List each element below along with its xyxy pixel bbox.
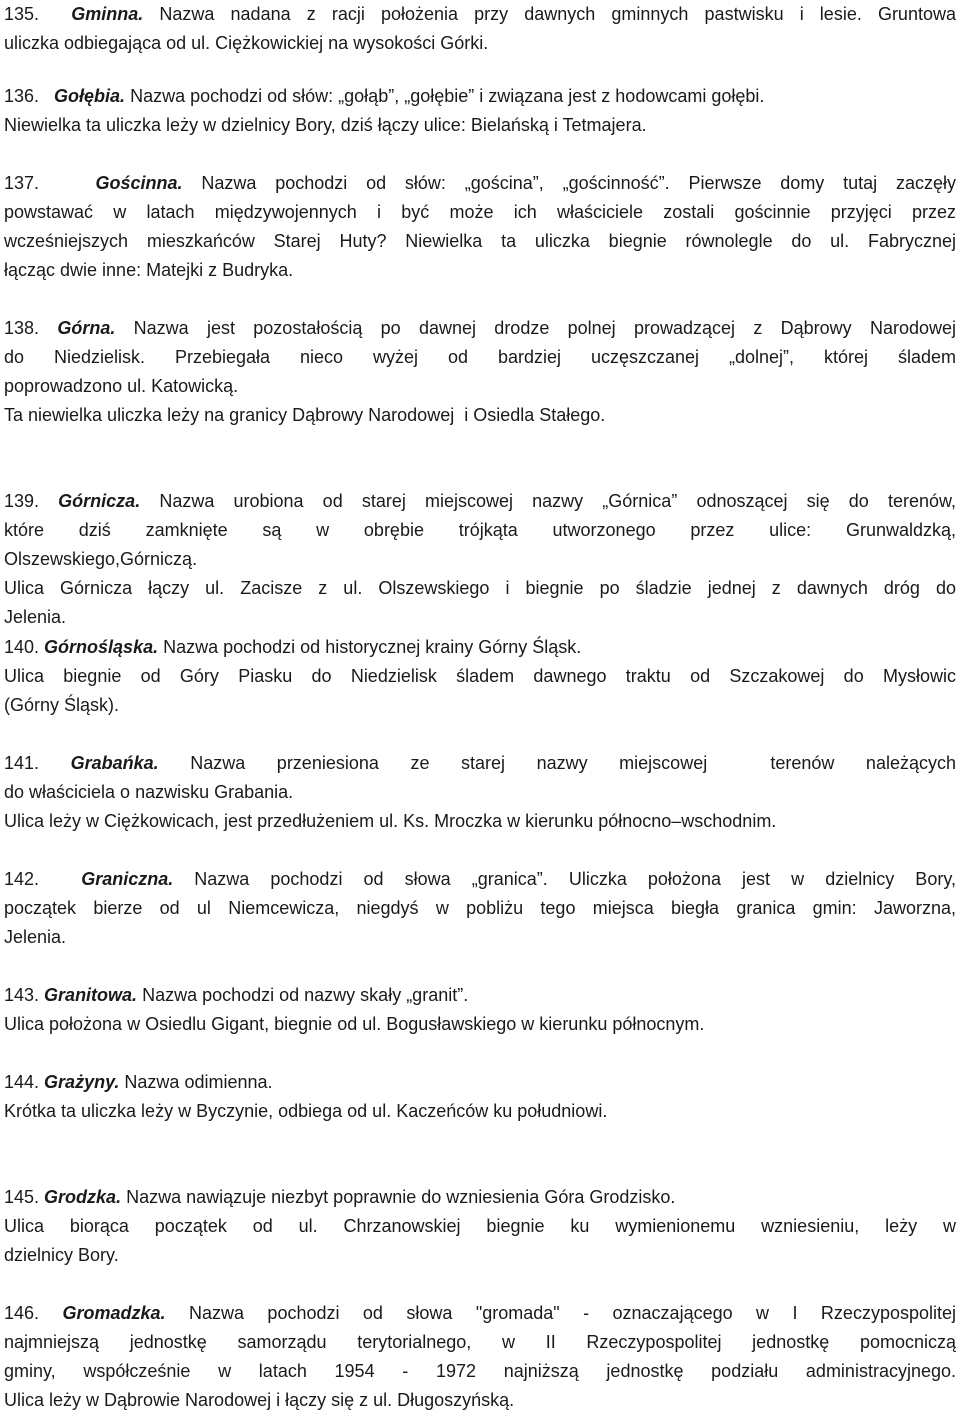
entry-number: 142. <box>4 869 82 889</box>
entry-text: do właściciela o nazwisku Grabania. <box>4 782 294 802</box>
street-name: Górna. <box>57 318 116 338</box>
entry-text: wcześniejszych mieszkańców Starej Huty? Niewielka ta uliczka biegnie równolegle do ul. Fabrycznej <box>4 231 956 251</box>
entry-number: 139. <box>4 491 59 511</box>
street-name: Gołębia. <box>54 86 126 106</box>
entry-text: Ulica położona w Osiedlu Gigant, biegnie od ul. Bogusławskiego w kierunku północnym. <box>4 1014 705 1034</box>
entry-line <box>4 865 956 894</box>
entry-line <box>4 603 956 632</box>
entry-number: 135. <box>4 4 72 24</box>
entry-line <box>4 29 956 58</box>
entry-text: Jelenia. <box>4 927 67 947</box>
entry-line <box>4 343 956 372</box>
entry-text: dzielnicy Bory. <box>4 1245 119 1265</box>
entry-line <box>4 487 956 516</box>
entry-143 <box>4 981 956 1039</box>
entry-line <box>4 923 956 952</box>
entry-text: Jelenia. <box>4 607 67 627</box>
entry-line <box>4 1241 956 1270</box>
entry-text: Nazwa pochodzi od historycznej krainy Górny Śląsk. <box>158 637 582 657</box>
entry-line <box>4 1068 956 1097</box>
entry-text: Nazwa pochodzi od słowa "gromada" - oznaczającego w I Rzeczypospolitej <box>165 1303 956 1323</box>
entry-number: 144. <box>4 1072 45 1092</box>
entry-text: Ulica biegnie od Góry Piasku do Niedzielisk śladem dawnego traktu od Szczakowej do Mysłowic <box>4 666 956 686</box>
entry-text: Nazwa przeniesiona ze starej nazwy miejscowej terenów należących <box>158 753 956 773</box>
entry-line <box>4 0 956 29</box>
entry-text: Nazwa pochodzi od słowa „granica”. Uliczka położona jest w dzielnicy Bory, <box>173 869 956 889</box>
entry-136 <box>4 82 956 140</box>
entry-text: poprowadzono ul. Katowicką. <box>4 376 239 396</box>
entry-text: początek bierze od ul Niemcewicza, niegdyś w pobliżu tego miejsca biegła granica gmin: Jaworzna, <box>4 898 956 918</box>
entry-text: Nazwa pochodzi od słów: „gołąb”, „gołębie” i związana jest z hodowcami gołębi. <box>125 86 765 106</box>
entry-144 <box>4 1068 956 1126</box>
entry-line <box>4 691 956 720</box>
entry-line <box>4 894 956 923</box>
entry-line <box>4 633 956 662</box>
entry-line <box>4 1386 956 1415</box>
entry-line <box>4 314 956 343</box>
street-name: Granitowa. <box>44 985 138 1005</box>
entry-text: Nazwa pochodzi od słów: „gościna”, „gościnność”. Pierwsze domy tutaj zaczęły <box>182 173 956 193</box>
entry-line <box>4 401 956 430</box>
entry-line <box>4 545 956 574</box>
entry-line <box>4 662 956 691</box>
entry-line <box>4 111 956 140</box>
entry-138 <box>4 314 956 430</box>
entry-number: 136. <box>4 86 55 106</box>
street-name: Grażyny. <box>44 1072 120 1092</box>
entry-text: Nazwa odimienna. <box>119 1072 273 1092</box>
entry-140 <box>4 633 956 720</box>
entry-line <box>4 778 956 807</box>
street-name: Gromadzka. <box>62 1303 166 1323</box>
street-name: Graniczna. <box>81 869 174 889</box>
entry-text: Ulica biorąca początek od ul. Chrzanowskiej biegnie ku wymienionemu wzniesieniu, leży w <box>4 1216 956 1236</box>
entry-number: 141. <box>4 753 71 773</box>
entry-line <box>4 169 956 198</box>
entry-text: gminy, współcześnie w latach 1954 - 1972 najniższą jednostkę podziału administracyjnego. <box>4 1361 956 1381</box>
entry-text: Ulica leży w Dąbrowie Narodowej i łączy się z ul. Długoszyńską. <box>4 1390 515 1410</box>
entry-line <box>4 516 956 545</box>
entry-text: Krótka ta uliczka leży w Byczynie, odbiega od ul. Kaczeńców ku południowi. <box>4 1101 608 1121</box>
entry-text: powstawać w latach międzywojennych i być może ich właściciele zostali gościnnie przyjęci przez <box>4 202 956 222</box>
entry-line <box>4 82 956 111</box>
entry-number: 143. <box>4 985 45 1005</box>
entry-text: łącząc dwie inne: Matejki z Budryka. <box>4 260 294 280</box>
entry-text: Nazwa urobiona od starej miejscowej nazwy „Górnica” odnoszącej się do terenów, <box>140 491 956 511</box>
entry-number: 140. <box>4 637 45 657</box>
entry-line <box>4 372 956 401</box>
street-name: Grabańka. <box>70 753 159 773</box>
entry-text: (Górny Śląsk). <box>4 695 120 715</box>
entry-text: Nazwa pochodzi od nazwy skały „granit”. <box>137 985 469 1005</box>
entry-141 <box>4 749 956 836</box>
entry-137 <box>4 169 956 285</box>
entry-line <box>4 256 956 285</box>
entry-line <box>4 807 956 836</box>
entry-text: uliczka odbiegająca od ul. Ciężkowickiej na wysokości Górki. <box>4 33 489 53</box>
entry-line <box>4 749 956 778</box>
entry-number: 145. <box>4 1187 45 1207</box>
entry-text: Ulica leży w Ciężkowicach, jest przedłużeniem ul. Ks. Mroczka w kierunku północno–wschodnim. <box>4 811 777 831</box>
entry-line <box>4 1010 956 1039</box>
entry-text: Ulica Górnicza łączy ul. Zacisze z ul. Olszewskiego i biegnie po śladzie jednej z dawnych dróg do <box>4 578 956 598</box>
entry-text: Nazwa nadana z racji położenia przy dawnych gminnych pastwisku i lesie. Gruntowa <box>143 4 956 24</box>
street-name: Gminna. <box>71 4 144 24</box>
entry-line <box>4 227 956 256</box>
entry-139 <box>4 487 956 632</box>
street-name: Górnicza. <box>58 491 141 511</box>
entry-146 <box>4 1299 956 1415</box>
entry-text: Niewielka ta uliczka leży w dzielnicy Bory, dziś łączy ulice: Bielańską i Tetmajera. <box>4 115 647 135</box>
entry-number: 138. <box>4 318 58 338</box>
entry-line <box>4 574 956 603</box>
entry-142 <box>4 865 956 952</box>
entry-number: 137. <box>4 173 96 193</box>
entry-number: 146. <box>4 1303 63 1323</box>
entry-line <box>4 1357 956 1386</box>
entry-line <box>4 1097 956 1126</box>
street-name: Górnośląska. <box>44 637 159 657</box>
entry-135 <box>4 0 956 58</box>
entry-145 <box>4 1183 956 1270</box>
entry-text: najmniejszą jednostkę samorządu terytorialnego, w II Rzeczypospolitej jednostkę pomocniczą <box>4 1332 956 1352</box>
entry-line <box>4 198 956 227</box>
entry-line <box>4 1328 956 1357</box>
entry-text: do Niedzielisk. Przebiegała nieco wyżej od bardziej uczęszczanej „dolnej”, której śladem <box>4 347 956 367</box>
street-name: Gościnna. <box>95 173 183 193</box>
entry-line <box>4 981 956 1010</box>
entry-line <box>4 1183 956 1212</box>
entry-text: Nazwa nawiązuje niezbyt poprawnie do wzniesienia Góra Grodzisko. <box>121 1187 676 1207</box>
entry-text: Nazwa jest pozostałością po dawnej drodze polnej prowadzącej z Dąbrowy Narodowej <box>115 318 956 338</box>
entry-text: Ta niewielka uliczka leży na granicy Dąbrowy Narodowej i Osiedla Stałego. <box>4 405 606 425</box>
entry-text: które dziś zamknięte są w obrębie trójkąta utworzonego przez ulice: Grunwaldzką, <box>4 520 956 540</box>
street-name: Grodzka. <box>44 1187 122 1207</box>
entry-line <box>4 1299 956 1328</box>
entry-line <box>4 1212 956 1241</box>
entry-text: Olszewskiego,Górniczą. <box>4 549 198 569</box>
